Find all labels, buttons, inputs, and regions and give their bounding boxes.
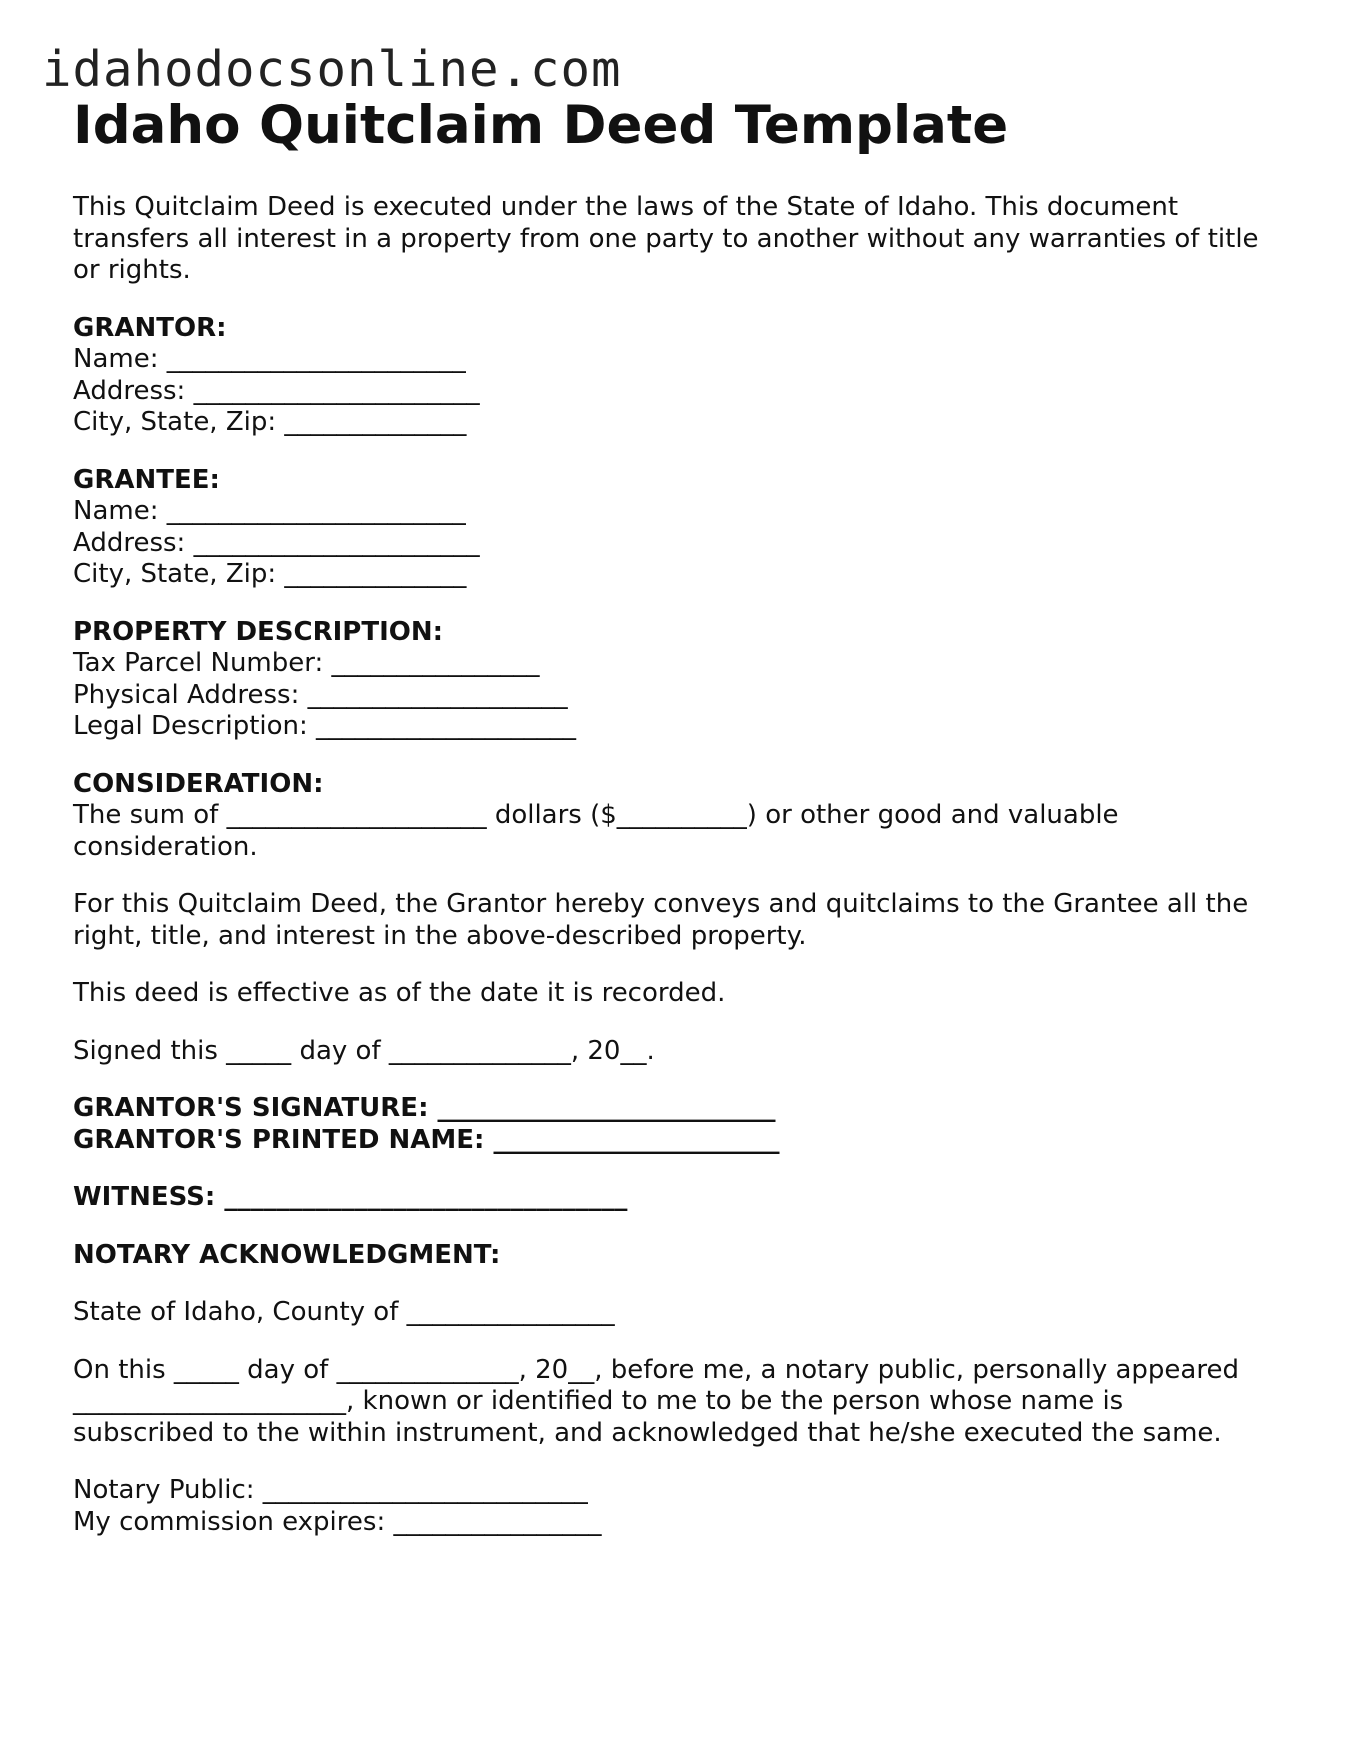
notary-signature-section xyxy=(73,1475,1278,1538)
witness-line: WITNESS: _______________________________ xyxy=(73,1182,628,1212)
grantor-address-field: Address: ______________________ xyxy=(73,375,480,406)
grantor-signature-line: GRANTOR'S SIGNATURE: __________________________ xyxy=(73,1093,776,1123)
grantee-section xyxy=(73,465,1278,591)
consideration-line: consideration. xyxy=(73,831,258,862)
effective-date-statement: This deed is effective as of the date it is recorded. xyxy=(73,978,726,1008)
conveyance-paragraph xyxy=(73,889,1278,952)
grantor-name-field: Name: _______________________ xyxy=(73,344,466,374)
tax-parcel-field: Tax Parcel Number: ________________ xyxy=(73,648,540,678)
site-watermark: idahodocsonline.com xyxy=(42,41,622,98)
notary-acknowledgment-paragraph xyxy=(73,1355,1278,1450)
notary-text-line: subscribed to the within instrument, and acknowledged that he/she executed the same. xyxy=(73,1417,1222,1448)
grantee-address-field: Address: ______________________ xyxy=(73,527,480,558)
notary-public-line: Notary Public: _________________________ xyxy=(73,1475,588,1505)
notary-county-line: State of Idaho, County of ________________ xyxy=(73,1297,615,1327)
grantee-heading: GRANTEE: xyxy=(73,464,220,495)
grantor-printed-name-line: GRANTOR'S PRINTED NAME: ______________________ xyxy=(73,1124,780,1155)
grantee-city-field: City, State, Zip: ______________ xyxy=(73,559,467,589)
document-body xyxy=(73,192,1278,1538)
page-title: Idaho Quitclaim Deed Template xyxy=(73,95,1009,156)
property-heading: PROPERTY DESCRIPTION: xyxy=(73,616,444,647)
intro-paragraph: This Quitclaim Deed is executed under the laws of the State of Idaho. This document transfers all interest in a property from one party to another without any warranties of title or rights. xyxy=(73,192,1259,285)
physical-address-field: Physical Address: ____________________ xyxy=(73,679,568,710)
consideration-line: The sum of ____________________ dollars ($__________) or other good and valuable xyxy=(73,800,1119,830)
property-section xyxy=(73,617,1278,743)
grantor-heading: GRANTOR: xyxy=(73,312,227,343)
consideration-heading: CONSIDERATION: xyxy=(73,768,324,799)
grantor-section xyxy=(73,313,1278,439)
grantor-city-field: City, State, Zip: ______________ xyxy=(73,407,467,437)
notary-text-line: On this _____ day of ______________, 20__, before me, a notary public, personally appeared xyxy=(73,1354,1239,1385)
signature-section xyxy=(73,1093,1278,1156)
grantee-name-field: Name: _______________________ xyxy=(73,496,466,526)
conveyance-line: right, title, and interest in the above-described property. xyxy=(73,920,807,951)
legal-description-field: Legal Description: ____________________ xyxy=(73,711,577,741)
signed-date-line: Signed this _____ day of ______________, 20__. xyxy=(73,1035,655,1066)
notary-heading: NOTARY ACKNOWLEDGMENT: xyxy=(73,1239,501,1270)
commission-expires-line: My commission expires: ________________ xyxy=(73,1506,602,1537)
notary-text-line: _____________________, known or identified to me to be the person whose name is xyxy=(73,1386,1124,1416)
conveyance-line: For this Quitclaim Deed, the Grantor hereby conveys and quitclaims to the Grantee all the xyxy=(73,889,1249,919)
consideration-section xyxy=(73,769,1278,864)
